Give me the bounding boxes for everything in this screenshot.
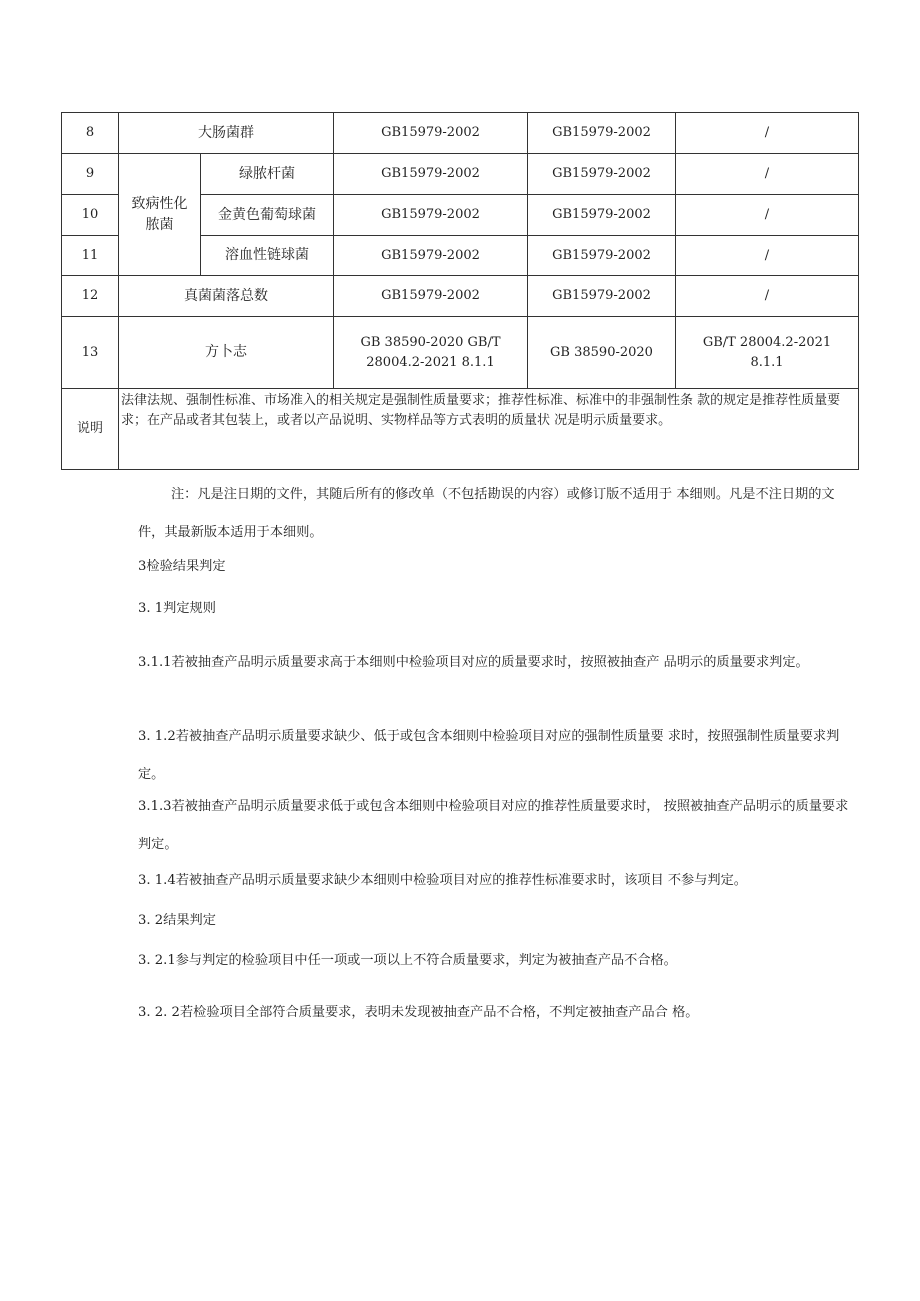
standard-cell: / (676, 276, 859, 317)
group-label (119, 154, 201, 276)
standard-cell: GB15979-2002 (528, 113, 676, 154)
standard-cell: GB15979-2002 (334, 113, 528, 154)
standard-line: GB/T 28004.2-2021 (702, 335, 832, 350)
note-label: 说明 (62, 389, 119, 470)
row-number: 11 (62, 236, 119, 276)
row-number: 13 (62, 317, 119, 389)
standard-cell: / (676, 236, 859, 276)
section-heading: 3检验结果判定 (138, 559, 226, 574)
table-row (62, 389, 859, 470)
paragraph: 3.1.3若被抽查产品明示质量要求低于或包含本细则中检验项目对应的推荐性质量要求时， 按照被抽查产品明示的质量要求判定。 (138, 799, 849, 852)
standard-cell: GB15979-2002 (334, 276, 528, 317)
standard-cell: GB 38590-2020 (528, 317, 676, 389)
row-number: 10 (62, 195, 119, 236)
table-row (62, 317, 859, 389)
group-label-line: 脓菌 (145, 216, 174, 233)
paragraph: 3.1.1若被抽查产品明示质量要求高于本细则中检验项目对应的质量要求时，按照被抽查产 品明示的质量要求判定。 (138, 655, 809, 670)
paragraph: 3. 1.4若被抽查产品明示质量要求缺少本细则中检验项目对应的推荐性标准要求时，该项目 不参与判定。 (138, 873, 747, 888)
standard-line: GB 38590-2020 GB/T (360, 335, 501, 350)
table-row (62, 276, 859, 317)
standard-cell: GB15979-2002 (334, 236, 528, 276)
item-name: 金黄色葡萄球菌 (201, 195, 334, 236)
standard-line: 8.1.1 (750, 354, 784, 370)
standard-cell: GB15979-2002 (528, 195, 676, 236)
standard-cell: / (676, 154, 859, 195)
subsection-heading: 3. 2结果判定 (138, 913, 216, 928)
standard-cell: GB15979-2002 (528, 236, 676, 276)
group-label-line: 致病性化 (131, 195, 188, 212)
standard-cell: GB15979-2002 (528, 154, 676, 195)
standard-cell: GB15979-2002 (334, 154, 528, 195)
standard-cell: / (676, 195, 859, 236)
standard-cell: GB15979-2002 (334, 195, 528, 236)
item-name: 真菌菌落总数 (119, 276, 334, 317)
row-number: 9 (62, 154, 119, 195)
row-number: 8 (62, 113, 119, 154)
paragraph: 3. 2. 2若检验项目全部符合质量要求，表明未发现被抽查产品不合格，不判定被抽查产品合 格。 (138, 1005, 699, 1020)
table-row (62, 154, 859, 195)
footnote: 注：凡是注日期的文件，其随后所有的修改单（不包括勘误的内容）或修订版不适用于 本细则。凡是不注日期的文件，其最新版本适用于本细则。 (138, 487, 835, 540)
note-text: 法律法规、强制性标准、市场准入的相关规定是强制性质量要求；推荐性标准、标准中的非强制性条 款的规定是推荐性质量要求；在产品或者其包装上，或者以产品说明、实物样品等方式表明的质量状 况是明示质量要求。 (119, 389, 859, 470)
subsection-heading: 3. 1判定规则 (138, 601, 216, 616)
row-number: 12 (62, 276, 119, 317)
item-name: 绿脓杆菌 (201, 154, 334, 195)
standard-cell (676, 317, 859, 389)
spec-table (61, 112, 859, 470)
item-name: 大肠菌群 (119, 113, 334, 154)
standard-cell (334, 317, 528, 389)
standard-cell: GB15979-2002 (528, 276, 676, 317)
standard-line: 28004.2-2021 8.1.1 (366, 354, 495, 370)
item-name: 方卜志 (119, 317, 334, 389)
table-row (62, 113, 859, 154)
standard-cell: / (676, 113, 859, 154)
item-name: 溶血性链球菌 (201, 236, 334, 276)
paragraph: 3. 2.1参与判定的检验项目中任一项或一项以上不符合质量要求，判定为被抽查产品不合格。 (138, 953, 677, 968)
paragraph: 3. 1.2若被抽查产品明示质量要求缺少、低于或包含本细则中检验项目对应的强制性质量要 求时，按照强制性质量要求判定。 (138, 729, 840, 782)
